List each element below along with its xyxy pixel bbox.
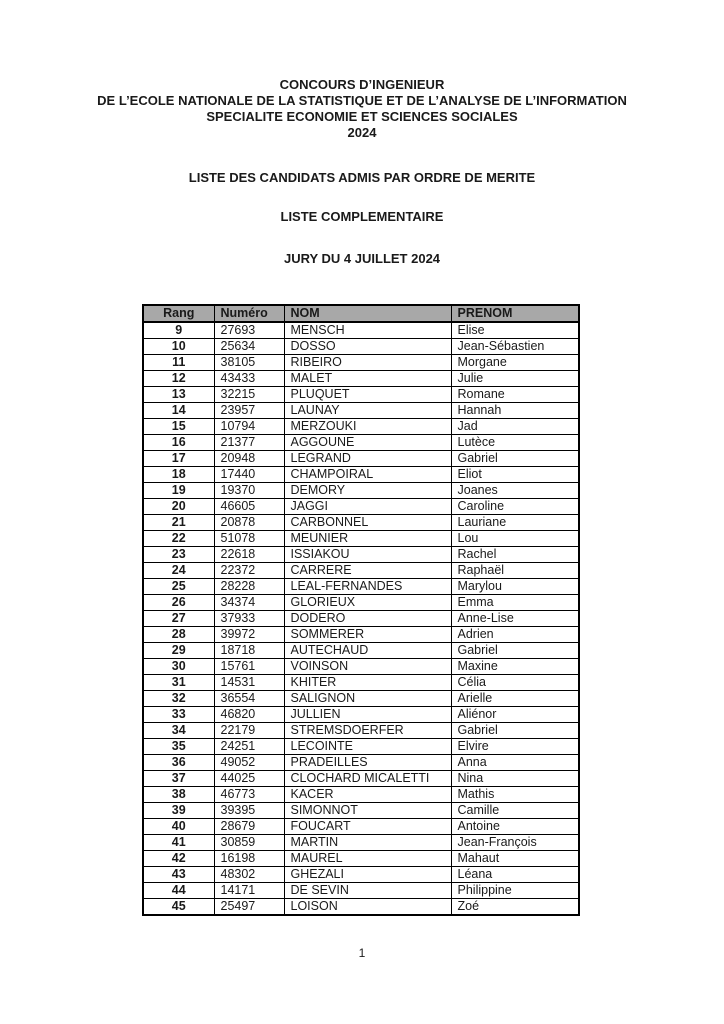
table-row (143, 499, 579, 515)
table-row (143, 403, 579, 419)
cell-rang: 24 (143, 563, 214, 579)
cell-numero: 22618 (214, 547, 284, 563)
cell-rang: 45 (143, 899, 214, 916)
cell-numero: 46605 (214, 499, 284, 515)
cell-rang: 28 (143, 627, 214, 643)
cell-rang: 9 (143, 322, 214, 339)
page-number: 1 (358, 946, 366, 960)
cell-numero: 22372 (214, 563, 284, 579)
cell-prenom: Elise (451, 322, 579, 339)
cell-rang: 25 (143, 579, 214, 595)
cell-numero: 15761 (214, 659, 284, 675)
table-row (143, 547, 579, 563)
title-line-ecole: DE L’ECOLE NATIONALE DE LA STATISTIQUE ET DE L’ANALYSE DE L’INFORMATION (97, 93, 627, 108)
cell-numero: 14171 (214, 883, 284, 899)
table-row (143, 691, 579, 707)
table-row (143, 819, 579, 835)
cell-nom: LECOINTE (284, 739, 451, 755)
cell-rang: 42 (143, 851, 214, 867)
table-row (143, 355, 579, 371)
cell-nom: SALIGNON (284, 691, 451, 707)
cell-numero: 39972 (214, 627, 284, 643)
cell-numero: 27693 (214, 322, 284, 339)
cell-rang: 26 (143, 595, 214, 611)
cell-nom: SIMONNOT (284, 803, 451, 819)
cell-nom: LAUNAY (284, 403, 451, 419)
cell-numero: 32215 (214, 387, 284, 403)
table-row (143, 723, 579, 739)
cell-prenom: Caroline (451, 499, 579, 515)
cell-rang: 37 (143, 771, 214, 787)
cell-prenom: Rachel (451, 547, 579, 563)
cell-numero: 43433 (214, 371, 284, 387)
cell-nom: AUTECHAUD (284, 643, 451, 659)
header-cell-prenom: PRENOM (451, 305, 579, 322)
cell-numero: 46773 (214, 787, 284, 803)
cell-nom: MENSCH (284, 322, 451, 339)
cell-rang: 40 (143, 819, 214, 835)
table-row (143, 467, 579, 483)
cell-rang: 23 (143, 547, 214, 563)
cell-prenom: Léana (451, 867, 579, 883)
cell-numero: 44025 (214, 771, 284, 787)
cell-prenom: Joanes (451, 483, 579, 499)
subtitle-liste-merite: LISTE DES CANDIDATS ADMIS PAR ORDRE DE MERITE (188, 170, 536, 185)
cell-rang: 38 (143, 787, 214, 803)
cell-prenom: Emma (451, 595, 579, 611)
table-row (143, 755, 579, 771)
cell-rang: 43 (143, 867, 214, 883)
cell-nom: PLUQUET (284, 387, 451, 403)
cell-nom: FOUCART (284, 819, 451, 835)
cell-prenom: Nina (451, 771, 579, 787)
cell-rang: 34 (143, 723, 214, 739)
cell-rang: 14 (143, 403, 214, 419)
cell-numero: 39395 (214, 803, 284, 819)
cell-rang: 41 (143, 835, 214, 851)
candidates-tbody (143, 322, 579, 915)
cell-nom: GLORIEUX (284, 595, 451, 611)
cell-numero: 16198 (214, 851, 284, 867)
cell-rang: 33 (143, 707, 214, 723)
cell-rang: 19 (143, 483, 214, 499)
cell-prenom: Jean-François (451, 835, 579, 851)
cell-nom: CARRERE (284, 563, 451, 579)
cell-nom: STREMSDOERFER (284, 723, 451, 739)
cell-prenom: Anne-Lise (451, 611, 579, 627)
cell-numero: 28679 (214, 819, 284, 835)
cell-nom: RIBEIRO (284, 355, 451, 371)
cell-numero: 17440 (214, 467, 284, 483)
cell-numero: 34374 (214, 595, 284, 611)
cell-prenom: Camille (451, 803, 579, 819)
table-row (143, 707, 579, 723)
document-title-block (0, 0, 724, 141)
cell-prenom: Antoine (451, 819, 579, 835)
subtitle-liste-complementaire: LISTE COMPLEMENTAIRE (280, 209, 444, 224)
table-row (143, 659, 579, 675)
cell-nom: CHAMPOIRAL (284, 467, 451, 483)
cell-prenom: Lauriane (451, 515, 579, 531)
cell-numero: 19370 (214, 483, 284, 499)
table-row (143, 771, 579, 787)
cell-nom: DODERO (284, 611, 451, 627)
cell-prenom: Jean-Sébastien (451, 339, 579, 355)
cell-prenom: Gabriel (451, 451, 579, 467)
table-row (143, 483, 579, 499)
title-line-concours: CONCOURS D’INGENIEUR (279, 77, 445, 92)
cell-nom: MAUREL (284, 851, 451, 867)
cell-prenom: Eliot (451, 467, 579, 483)
header-cell-rang: Rang (143, 305, 214, 322)
cell-numero: 30859 (214, 835, 284, 851)
title-line-specialite: SPECIALITE ECONOMIE ET SCIENCES SOCIALES (206, 109, 518, 124)
cell-rang: 31 (143, 675, 214, 691)
cell-rang: 11 (143, 355, 214, 371)
cell-prenom: Lou (451, 531, 579, 547)
cell-nom: JULLIEN (284, 707, 451, 723)
cell-rang: 29 (143, 643, 214, 659)
cell-prenom: Philippine (451, 883, 579, 899)
cell-prenom: Arielle (451, 691, 579, 707)
candidates-table-header (143, 305, 579, 322)
table-row (143, 515, 579, 531)
cell-nom: MARTIN (284, 835, 451, 851)
cell-rang: 27 (143, 611, 214, 627)
table-row (143, 675, 579, 691)
table-row (143, 339, 579, 355)
header-cell-numero: Numéro (214, 305, 284, 322)
cell-prenom: Hannah (451, 403, 579, 419)
table-row (143, 387, 579, 403)
cell-rang: 17 (143, 451, 214, 467)
cell-rang: 10 (143, 339, 214, 355)
cell-rang: 39 (143, 803, 214, 819)
cell-numero: 37933 (214, 611, 284, 627)
cell-rang: 35 (143, 739, 214, 755)
title-line-year: 2024 (347, 125, 377, 140)
cell-nom: AGGOUNE (284, 435, 451, 451)
cell-numero: 24251 (214, 739, 284, 755)
subtitle-jury-date: JURY DU 4 JUILLET 2024 (283, 251, 441, 266)
candidates-table (142, 304, 580, 916)
cell-nom: SOMMERER (284, 627, 451, 643)
cell-nom: LEGRAND (284, 451, 451, 467)
table-row (143, 883, 579, 899)
cell-nom: VOINSON (284, 659, 451, 675)
table-row (143, 611, 579, 627)
cell-nom: LEAL-FERNANDES (284, 579, 451, 595)
cell-prenom: Gabriel (451, 643, 579, 659)
cell-numero: 38105 (214, 355, 284, 371)
cell-prenom: Marylou (451, 579, 579, 595)
cell-numero: 14531 (214, 675, 284, 691)
cell-rang: 21 (143, 515, 214, 531)
cell-prenom: Maxine (451, 659, 579, 675)
cell-nom: DE SEVIN (284, 883, 451, 899)
table-row (143, 371, 579, 387)
cell-numero: 48302 (214, 867, 284, 883)
cell-prenom: Anna (451, 755, 579, 771)
table-row (143, 595, 579, 611)
cell-prenom: Mahaut (451, 851, 579, 867)
table-row (143, 643, 579, 659)
cell-numero: 18718 (214, 643, 284, 659)
table-row (143, 835, 579, 851)
cell-numero: 51078 (214, 531, 284, 547)
table-row (143, 435, 579, 451)
cell-rang: 36 (143, 755, 214, 771)
cell-prenom: Aliénor (451, 707, 579, 723)
table-row (143, 739, 579, 755)
table-row (143, 627, 579, 643)
cell-numero: 21377 (214, 435, 284, 451)
table-row (143, 419, 579, 435)
cell-rang: 20 (143, 499, 214, 515)
cell-numero: 28228 (214, 579, 284, 595)
cell-nom: LOISON (284, 899, 451, 916)
table-row (143, 579, 579, 595)
header-row (143, 305, 579, 322)
table-row (143, 322, 579, 339)
cell-numero: 10794 (214, 419, 284, 435)
cell-rang: 32 (143, 691, 214, 707)
cell-prenom: Mathis (451, 787, 579, 803)
header-cell-nom: NOM (284, 305, 451, 322)
cell-prenom: Julie (451, 371, 579, 387)
table-row (143, 563, 579, 579)
cell-prenom: Morgane (451, 355, 579, 371)
table-row (143, 451, 579, 467)
table-row (143, 531, 579, 547)
cell-nom: MALET (284, 371, 451, 387)
cell-nom: CLOCHARD MICALETTI (284, 771, 451, 787)
cell-nom: DEMORY (284, 483, 451, 499)
table-row (143, 803, 579, 819)
cell-nom: ISSIAKOU (284, 547, 451, 563)
cell-numero: 25497 (214, 899, 284, 916)
cell-rang: 13 (143, 387, 214, 403)
cell-rang: 18 (143, 467, 214, 483)
cell-prenom: Gabriel (451, 723, 579, 739)
cell-numero: 20948 (214, 451, 284, 467)
cell-prenom: Adrien (451, 627, 579, 643)
cell-numero: 36554 (214, 691, 284, 707)
table-row (143, 851, 579, 867)
cell-nom: MEUNIER (284, 531, 451, 547)
cell-prenom: Raphaël (451, 563, 579, 579)
table-row (143, 867, 579, 883)
cell-nom: DOSSO (284, 339, 451, 355)
cell-rang: 16 (143, 435, 214, 451)
cell-nom: GHEZALI (284, 867, 451, 883)
cell-prenom: Romane (451, 387, 579, 403)
cell-nom: CARBONNEL (284, 515, 451, 531)
cell-numero: 20878 (214, 515, 284, 531)
cell-prenom: Zoé (451, 899, 579, 916)
cell-rang: 44 (143, 883, 214, 899)
cell-rang: 12 (143, 371, 214, 387)
cell-rang: 22 (143, 531, 214, 547)
cell-nom: JAGGI (284, 499, 451, 515)
table-row (143, 899, 579, 916)
cell-rang: 15 (143, 419, 214, 435)
cell-numero: 46820 (214, 707, 284, 723)
cell-nom: KHITER (284, 675, 451, 691)
cell-prenom: Elvire (451, 739, 579, 755)
cell-numero: 25634 (214, 339, 284, 355)
cell-prenom: Lutèce (451, 435, 579, 451)
cell-nom: PRADEILLES (284, 755, 451, 771)
cell-rang: 30 (143, 659, 214, 675)
cell-numero: 22179 (214, 723, 284, 739)
cell-nom: MERZOUKI (284, 419, 451, 435)
cell-nom: KACER (284, 787, 451, 803)
cell-prenom: Célia (451, 675, 579, 691)
table-row (143, 787, 579, 803)
cell-numero: 23957 (214, 403, 284, 419)
cell-numero: 49052 (214, 755, 284, 771)
cell-prenom: Jad (451, 419, 579, 435)
